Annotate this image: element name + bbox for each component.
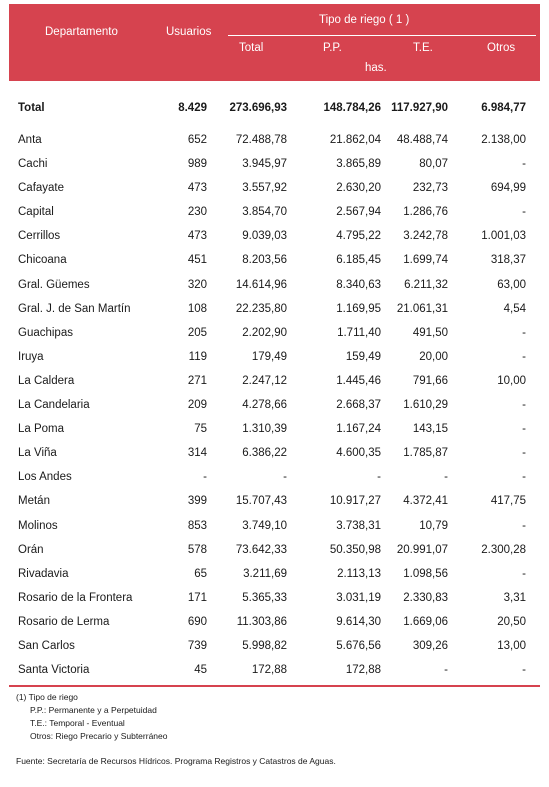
row-usuarios: 45: [194, 664, 207, 677]
header-departamento: Departamento: [45, 26, 118, 38]
row-te: 309,26: [412, 639, 448, 652]
row-otros: -: [522, 423, 526, 436]
row-pp: 9.614,30: [336, 615, 381, 628]
row-total: 3.749,10: [242, 519, 287, 532]
table-row: [9, 539, 540, 563]
row-total: 8.203,56: [242, 254, 287, 267]
row-total: 15.707,43: [235, 495, 287, 508]
row-pp: 4.795,22: [336, 230, 381, 243]
row-departamento: Santa Victoria: [18, 664, 90, 677]
row-te: 1.699,74: [403, 254, 448, 267]
row-departamento: Orán: [18, 543, 44, 556]
table-row: [9, 153, 540, 177]
row-usuarios: 108: [187, 302, 207, 315]
row-total: 5.998,82: [242, 639, 287, 652]
table-row: [9, 370, 540, 394]
row-total: 4.278,66: [242, 399, 287, 412]
header-pp: P.P.: [323, 42, 342, 54]
row-otros: 2.138,00: [481, 134, 526, 146]
row-pp: 3.865,89: [336, 158, 381, 171]
row-departamento: Anta: [18, 134, 42, 146]
row-pp: 2.630,20: [336, 182, 381, 195]
row-departamento: Cachi: [18, 158, 48, 171]
row-te: -: [444, 664, 448, 677]
row-departamento: Rosario de Lerma: [18, 615, 110, 628]
row-usuarios: 119: [188, 350, 207, 363]
row-otros: -: [522, 519, 526, 532]
total-otros: 6.984,77: [481, 102, 526, 114]
row-usuarios: 65: [194, 567, 207, 580]
row-pp: 21.862,04: [329, 134, 381, 146]
header-unit: has.: [365, 62, 387, 74]
row-otros: -: [522, 664, 526, 677]
row-pp: 159,49: [345, 350, 381, 363]
row-te: 2.330,83: [403, 591, 448, 604]
row-usuarios: 853: [187, 519, 207, 532]
row-otros: -: [522, 471, 526, 484]
table-row: [9, 177, 540, 201]
row-te: -: [444, 471, 448, 484]
row-te: 21.061,31: [396, 302, 448, 315]
row-departamento: Gral. Güemes: [18, 278, 90, 291]
row-departamento: Chicoana: [18, 254, 67, 267]
row-usuarios: 320: [187, 278, 207, 291]
row-te: 10,79: [419, 519, 448, 532]
row-otros: 3,31: [503, 591, 526, 604]
header-otros: Otros: [487, 42, 516, 54]
row-total: 2.247,12: [242, 374, 287, 387]
row-otros: 2.300,28: [481, 543, 526, 556]
row-pp: 6.185,45: [336, 254, 381, 267]
row-pp: 2.668,37: [336, 399, 381, 412]
row-te: 20.991,07: [396, 543, 448, 556]
row-total: -: [283, 471, 287, 484]
row-total: 5.365,33: [242, 591, 287, 604]
row-pp: 3.738,31: [336, 519, 381, 532]
row-departamento: La Poma: [18, 423, 65, 436]
table-row: [9, 201, 540, 225]
row-departamento: La Caldera: [18, 374, 75, 387]
row-pp: 172,88: [345, 664, 381, 677]
row-te: 143,15: [412, 423, 448, 436]
row-te: 6.211,32: [404, 278, 448, 291]
row-pp: -: [377, 471, 381, 484]
row-total: 6.386,22: [242, 447, 287, 460]
row-usuarios: 739: [187, 639, 207, 652]
total-te: 117.927,90: [391, 102, 448, 114]
row-otros: 10,00: [497, 374, 526, 387]
footnotes: [9, 691, 540, 743]
table-row: [9, 322, 540, 346]
table-row: [9, 442, 540, 466]
row-pp: 50.350,98: [329, 543, 381, 556]
row-departamento: San Carlos: [18, 639, 75, 652]
row-usuarios: 399: [187, 495, 207, 508]
footnote-pp: P.P.: Permanente y a Perpetuidad: [30, 705, 157, 716]
table-row: [9, 394, 540, 418]
row-te: 3.242,78: [403, 230, 448, 243]
row-otros: -: [522, 399, 526, 412]
row-usuarios: 205: [187, 326, 207, 339]
row-total: 3.211,69: [243, 567, 287, 580]
row-pp: 2.567,94: [336, 206, 381, 219]
row-total: 72.488,78: [235, 134, 287, 146]
row-departamento: La Viña: [18, 447, 57, 460]
row-usuarios: 652: [187, 134, 207, 146]
row-otros: 694,99: [490, 182, 526, 195]
row-otros: -: [522, 158, 526, 171]
row-te: 20,00: [419, 350, 448, 363]
row-total: 179,49: [251, 350, 287, 363]
row-usuarios: 578: [187, 543, 207, 556]
header-tipo-riego: Tipo de riego ( 1 ): [319, 14, 410, 26]
table-row: [9, 563, 540, 587]
row-otros: 417,75: [490, 495, 526, 508]
header-te: T.E.: [413, 42, 433, 54]
row-usuarios: 171: [187, 591, 207, 604]
table-body: [9, 129, 540, 683]
row-total: 3.854,70: [242, 206, 287, 219]
row-otros: -: [522, 350, 526, 363]
row-te: 80,07: [419, 158, 448, 171]
row-te: 48.488,74: [396, 134, 448, 146]
table-row: [9, 659, 540, 683]
header-total: Total: [239, 42, 264, 54]
row-usuarios: 75: [194, 423, 207, 436]
row-usuarios: 209: [187, 399, 207, 412]
row-departamento: Rosario de la Frontera: [18, 591, 133, 604]
row-otros: -: [522, 447, 526, 460]
row-usuarios: -: [203, 471, 207, 484]
row-te: 1.286,76: [403, 206, 448, 219]
row-usuarios: 690: [187, 615, 207, 628]
row-pp: 4.600,35: [336, 447, 381, 460]
table-row: [9, 129, 540, 153]
header-divider: [228, 35, 536, 36]
source-note: Fuente: Secretaría de Recursos Hídricos. Programa Registros y Catastros de Aguas.: [16, 756, 336, 767]
row-departamento: Gral. J. de San Martín: [18, 302, 131, 315]
row-te: 232,73: [412, 182, 448, 195]
row-pp: 2.113,13: [337, 567, 381, 580]
row-usuarios: 451: [187, 254, 207, 267]
row-total: 3.557,92: [242, 182, 287, 195]
table-row: [9, 249, 540, 273]
table-header: [9, 4, 540, 81]
row-departamento: Guachipas: [18, 326, 73, 339]
row-total: 9.039,03: [242, 230, 287, 243]
row-total: 3.945,97: [242, 158, 287, 171]
row-pp: 3.031,19: [336, 591, 381, 604]
row-departamento: Cafayate: [18, 182, 65, 195]
row-pp: 1.167,24: [336, 423, 381, 436]
row-usuarios: 230: [187, 206, 207, 219]
table-bottom-rule: [9, 685, 540, 687]
row-pp: 8.340,63: [336, 278, 381, 291]
row-pp: 1.445,46: [336, 374, 381, 387]
row-usuarios: 271: [187, 374, 207, 387]
row-departamento: Rivadavia: [18, 567, 69, 580]
table-row: [9, 225, 540, 249]
row-te: 1.785,87: [403, 447, 448, 460]
total-usuarios: 8.429: [178, 102, 207, 114]
table-row: [9, 274, 540, 298]
row-departamento: Capital: [18, 206, 54, 219]
row-otros: -: [522, 206, 526, 219]
row-te: 1.669,06: [403, 615, 448, 628]
row-usuarios: 473: [187, 230, 207, 243]
table-row: [9, 298, 540, 322]
row-usuarios: 473: [187, 182, 207, 195]
row-pp: 1.169,95: [336, 302, 381, 315]
row-otros: 1.001,03: [481, 230, 526, 243]
row-otros: -: [522, 567, 526, 580]
row-total: 1.310,39: [242, 423, 287, 436]
table-row: [9, 418, 540, 442]
total-total: 273.696,93: [229, 102, 287, 114]
spacer: [9, 121, 540, 129]
row-total: 172,88: [251, 664, 287, 677]
footnote-te: T.E.: Temporal - Eventual: [30, 718, 125, 729]
row-usuarios: 989: [187, 158, 207, 171]
row-otros: 4,54: [503, 302, 526, 315]
total-pp: 148.784,26: [323, 102, 381, 114]
row-otros: 63,00: [497, 278, 526, 291]
row-total: 22.235,80: [235, 302, 287, 315]
row-otros: 13,00: [497, 639, 526, 652]
footnote-otros: Otros: Riego Precario y Subterráneo: [30, 731, 168, 742]
table-row: [9, 346, 540, 370]
footnote-title: (1) Tipo de riego: [16, 692, 78, 703]
row-otros: 20,50: [497, 615, 526, 628]
table-row: [9, 611, 540, 635]
row-departamento: Los Andes: [18, 471, 72, 484]
row-otros: -: [522, 326, 526, 339]
row-pp: 1.711,40: [337, 326, 381, 339]
row-departamento: Molinos: [18, 519, 58, 532]
row-te: 1.098,56: [403, 567, 448, 580]
row-te: 1.610,29: [403, 399, 448, 412]
header-usuarios: Usuarios: [166, 26, 212, 38]
table-row: [9, 490, 540, 514]
table-row: [9, 515, 540, 539]
row-departamento: Cerrillos: [18, 230, 61, 243]
row-total: 11.303,86: [236, 615, 287, 628]
row-otros: 318,37: [490, 254, 526, 267]
table-row: [9, 587, 540, 611]
row-pp: 5.676,56: [336, 639, 381, 652]
row-te: 791,66: [412, 374, 448, 387]
row-total: 73.642,33: [235, 543, 287, 556]
row-te: 4.372,41: [403, 495, 448, 508]
row-departamento: Iruya: [18, 350, 44, 363]
row-te: 491,50: [412, 326, 448, 339]
row-usuarios: 314: [187, 447, 207, 460]
total-row: [9, 97, 540, 121]
row-pp: 10.917,27: [329, 495, 381, 508]
row-total: 14.614,96: [235, 278, 287, 291]
row-departamento: Metán: [18, 495, 50, 508]
table-row: [9, 635, 540, 659]
row-departamento: La Candelaria: [18, 399, 90, 412]
total-label: Total: [18, 102, 45, 114]
table-row: [9, 466, 540, 490]
row-total: 2.202,90: [242, 326, 287, 339]
